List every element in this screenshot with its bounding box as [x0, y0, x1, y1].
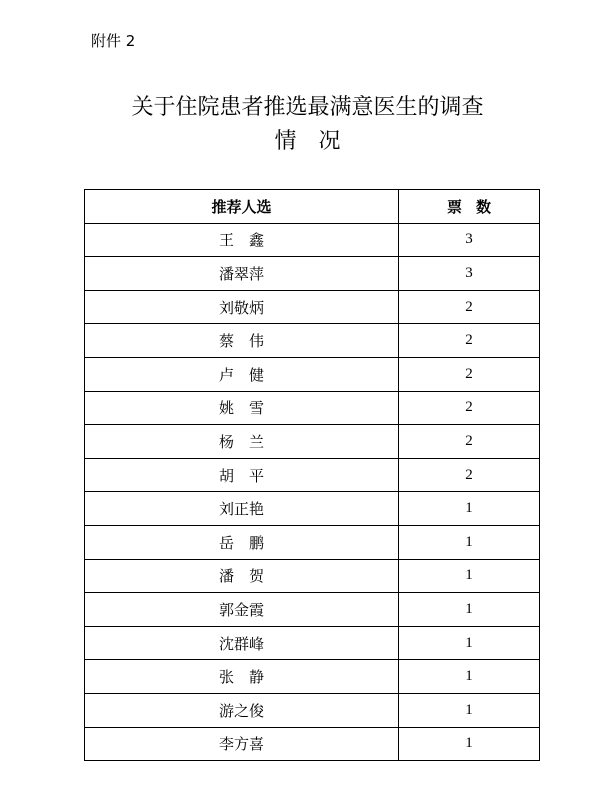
candidate-name-cell: 刘正艳: [85, 492, 399, 526]
candidate-name-cell: 杨 兰: [85, 425, 399, 459]
table-row: [85, 626, 540, 660]
table-row: [85, 525, 540, 559]
table-row: [85, 391, 540, 425]
vote-count-cell: 1: [399, 693, 540, 727]
vote-count-cell: 1: [399, 660, 540, 694]
candidate-name-cell: 胡 平: [85, 458, 399, 492]
table-row: [85, 492, 540, 526]
candidate-name-cell: 刘敬炳: [85, 290, 399, 324]
candidate-name-cell: 沈群峰: [85, 626, 399, 660]
vote-count-cell: 2: [399, 324, 540, 358]
vote-count-cell: 2: [399, 458, 540, 492]
table-row: [85, 458, 540, 492]
vote-count-cell: 1: [399, 626, 540, 660]
vote-count-cell: 1: [399, 559, 540, 593]
vote-count-cell: 2: [399, 357, 540, 391]
candidate-name-cell: 蔡 伟: [85, 324, 399, 358]
vote-count-cell: 3: [399, 257, 540, 291]
table-row: [85, 559, 540, 593]
document-title-line-1: 关于住院患者推选最满意医生的调查: [131, 95, 484, 120]
candidate-column-header: 推荐人选: [85, 190, 399, 224]
candidate-name-cell: 张 静: [85, 660, 399, 694]
table-row: [85, 727, 540, 761]
vote-count-cell: 1: [399, 727, 540, 761]
candidate-name-cell: 卢 健: [85, 357, 399, 391]
document-title-line-2: 情况: [274, 129, 363, 154]
candidate-name-cell: 游之俊: [85, 693, 399, 727]
candidate-name-cell: 王 鑫: [85, 223, 399, 257]
candidate-name-cell: 岳 鹏: [85, 525, 399, 559]
table-row: [85, 593, 540, 627]
vote-count-cell: 3: [399, 223, 540, 257]
table-row: [85, 290, 540, 324]
votes-column-header: 票数: [399, 190, 540, 224]
candidate-name-cell: 李方喜: [85, 727, 399, 761]
attachment-label: 附件 2: [91, 32, 136, 50]
table-row: [85, 660, 540, 694]
candidate-name-cell: 郭金霞: [85, 593, 399, 627]
vote-count-cell: 2: [399, 290, 540, 324]
vote-table: [84, 189, 540, 761]
vote-count-cell: 1: [399, 525, 540, 559]
vote-count-cell: 1: [399, 492, 540, 526]
candidate-name-cell: 姚 雪: [85, 391, 399, 425]
table-row: [85, 693, 540, 727]
candidate-name-cell: 潘翠萍: [85, 257, 399, 291]
vote-count-cell: 2: [399, 425, 540, 459]
vote-count-cell: 1: [399, 593, 540, 627]
table-row: [85, 357, 540, 391]
table-row: [85, 324, 540, 358]
candidate-name-cell: 潘 贺: [85, 559, 399, 593]
table-row: [85, 257, 540, 291]
vote-count-cell: 2: [399, 391, 540, 425]
table-row: [85, 223, 540, 257]
table-row: [85, 425, 540, 459]
table-header-row: [85, 190, 540, 224]
